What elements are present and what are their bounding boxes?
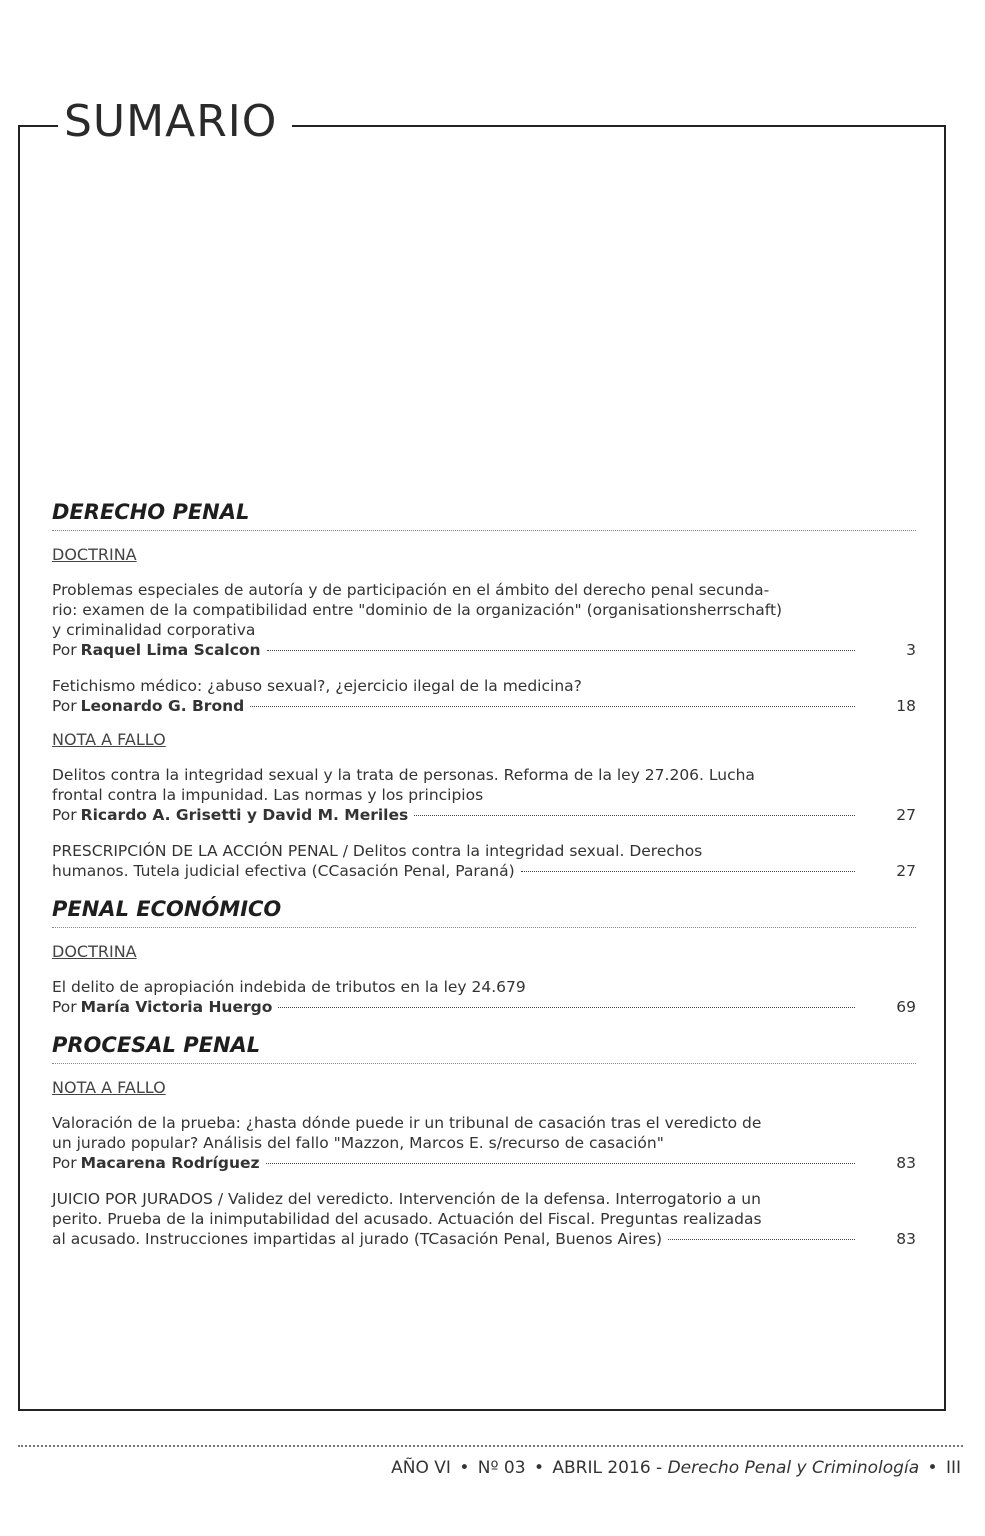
entry-title: [52, 676, 916, 696]
section-title: PENAL ECONÓMICO: [52, 897, 916, 928]
footer-bullet: •: [927, 1458, 938, 1478]
entry-title: [52, 765, 916, 805]
entry-by-label: Por: [52, 806, 77, 824]
entry-title-line: JUICIO POR JURADOS / Validez del veredicto. Intervención de la defensa. Interrogatorio a un: [52, 1190, 761, 1208]
footer-page-number: III: [945, 1458, 961, 1478]
dot-leader: [250, 706, 855, 707]
toc-section: [52, 500, 916, 881]
footer-issue-number: Nº 03: [477, 1458, 526, 1478]
entry-author: María Victoria Huergo: [80, 998, 273, 1016]
group-label: DOCTRINA: [52, 942, 137, 961]
entry-title-line: El delito de apropiación indebida de tributos en la ley 24.679: [52, 978, 526, 996]
toc-entry: [52, 580, 916, 660]
toc-group: [52, 730, 916, 881]
frame-top-rule-right: [292, 125, 946, 127]
entry-title: [52, 1113, 916, 1153]
footer-divider: [18, 1445, 963, 1447]
entry-page-number: 3: [906, 641, 916, 659]
entry-title: [52, 1189, 916, 1229]
entry-page-number: 83: [896, 1154, 916, 1172]
entry-byline: [52, 861, 916, 881]
group-label: NOTA A FALLO: [52, 730, 166, 749]
group-label: DOCTRINA: [52, 545, 137, 564]
entry-title-line: al acusado. Instrucciones impartidas al jurado (TCasación Penal, Buenos Aires): [52, 1230, 663, 1248]
entry-title: [52, 580, 916, 640]
entry-author: Leonardo G. Brond: [80, 697, 245, 715]
entry-page-number: 18: [896, 697, 916, 715]
entry-byline: [52, 1229, 916, 1249]
entry-byline: [52, 696, 916, 716]
section-title: DERECHO PENAL: [52, 500, 916, 531]
entry-title-line: un jurado popular? Análisis del fallo "Mazzon, Marcos E. s/recurso de casación": [52, 1134, 664, 1152]
entry-by-label: Por: [52, 697, 77, 715]
dot-leader: [414, 815, 855, 816]
entry-by-label: Por: [52, 998, 77, 1016]
entry-title-line: rio: examen de la compatibilidad entre "dominio de la organización" (organisationsherrschaft): [52, 601, 783, 619]
group-label: NOTA A FALLO: [52, 1078, 166, 1097]
entry-byline: [52, 805, 916, 825]
entry-title-line: Fetichismo médico: ¿abuso sexual?, ¿ejercicio ilegal de la medicina?: [52, 677, 582, 695]
table-of-contents: [52, 500, 916, 1265]
entry-title-line: Delitos contra la integridad sexual y la trata de personas. Reforma de la ley 27.206. Lucha: [52, 766, 755, 784]
footer-bullet: •: [459, 1458, 470, 1478]
entry-title-line: frontal contra la impunidad. Las normas y los principios: [52, 786, 484, 804]
entry-page-number: 27: [896, 806, 916, 824]
toc-group: [52, 1078, 916, 1249]
toc-entry: [52, 1189, 916, 1249]
entry-title-line: humanos. Tutela judicial efectiva (CCasación Penal, Paraná): [52, 862, 515, 880]
entry-by-label: Por: [52, 1154, 77, 1172]
entry-by-label: Por: [52, 641, 77, 659]
toc-entry: [52, 841, 916, 881]
dot-leader: [521, 871, 855, 872]
entry-title-line: y criminalidad corporativa: [52, 621, 256, 639]
page-footer: [391, 1458, 961, 1478]
toc-entry: [52, 1113, 916, 1173]
entry-title-line: Problemas especiales de autoría y de participación en el ámbito del derecho penal secunda-: [52, 581, 770, 599]
entry-byline: [52, 640, 916, 660]
dot-leader: [266, 1163, 855, 1164]
entry-page-number: 83: [896, 1230, 916, 1248]
entry-author: Macarena Rodríguez: [80, 1154, 260, 1172]
toc-group: [52, 545, 916, 716]
entry-title-line: Valoración de la prueba: ¿hasta dónde puede ir un tribunal de casación tras el veredicto de: [52, 1114, 762, 1132]
page-title: SUMARIO: [64, 96, 278, 147]
entry-title-line: PRESCRIPCIÓN DE LA ACCIÓN PENAL / Delitos contra la integridad sexual. Derechos: [52, 842, 703, 860]
toc-entry: [52, 676, 916, 716]
entry-title: [52, 977, 916, 997]
entry-author: Raquel Lima Scalcon: [80, 641, 261, 659]
footer-dash: -: [656, 1458, 663, 1478]
entry-page-number: 27: [896, 862, 916, 880]
frame-top-rule-left: [18, 125, 58, 127]
entry-page-number: 69: [896, 998, 916, 1016]
dot-leader: [267, 650, 855, 651]
entry-title: [52, 841, 916, 861]
section-title: PROCESAL PENAL: [52, 1033, 916, 1064]
footer-bullet: •: [533, 1458, 544, 1478]
toc-entry: [52, 765, 916, 825]
entry-byline: [52, 997, 916, 1017]
footer-journal-name: Derecho Penal y Criminología: [667, 1458, 920, 1478]
footer-date: ABRIL 2016: [552, 1458, 651, 1478]
toc-section: [52, 897, 916, 1017]
entry-byline: [52, 1153, 916, 1173]
toc-group: [52, 942, 916, 1017]
footer-year: AÑO VI: [391, 1458, 451, 1478]
entry-title-line: perito. Prueba de la inimputabilidad del acusado. Actuación del Fiscal. Preguntas realizadas: [52, 1210, 762, 1228]
toc-entry: [52, 977, 916, 1017]
entry-author: Ricardo A. Grisetti y David M. Meriles: [80, 806, 409, 824]
dot-leader: [278, 1007, 855, 1008]
toc-section: [52, 1033, 916, 1249]
dot-leader: [668, 1239, 855, 1240]
